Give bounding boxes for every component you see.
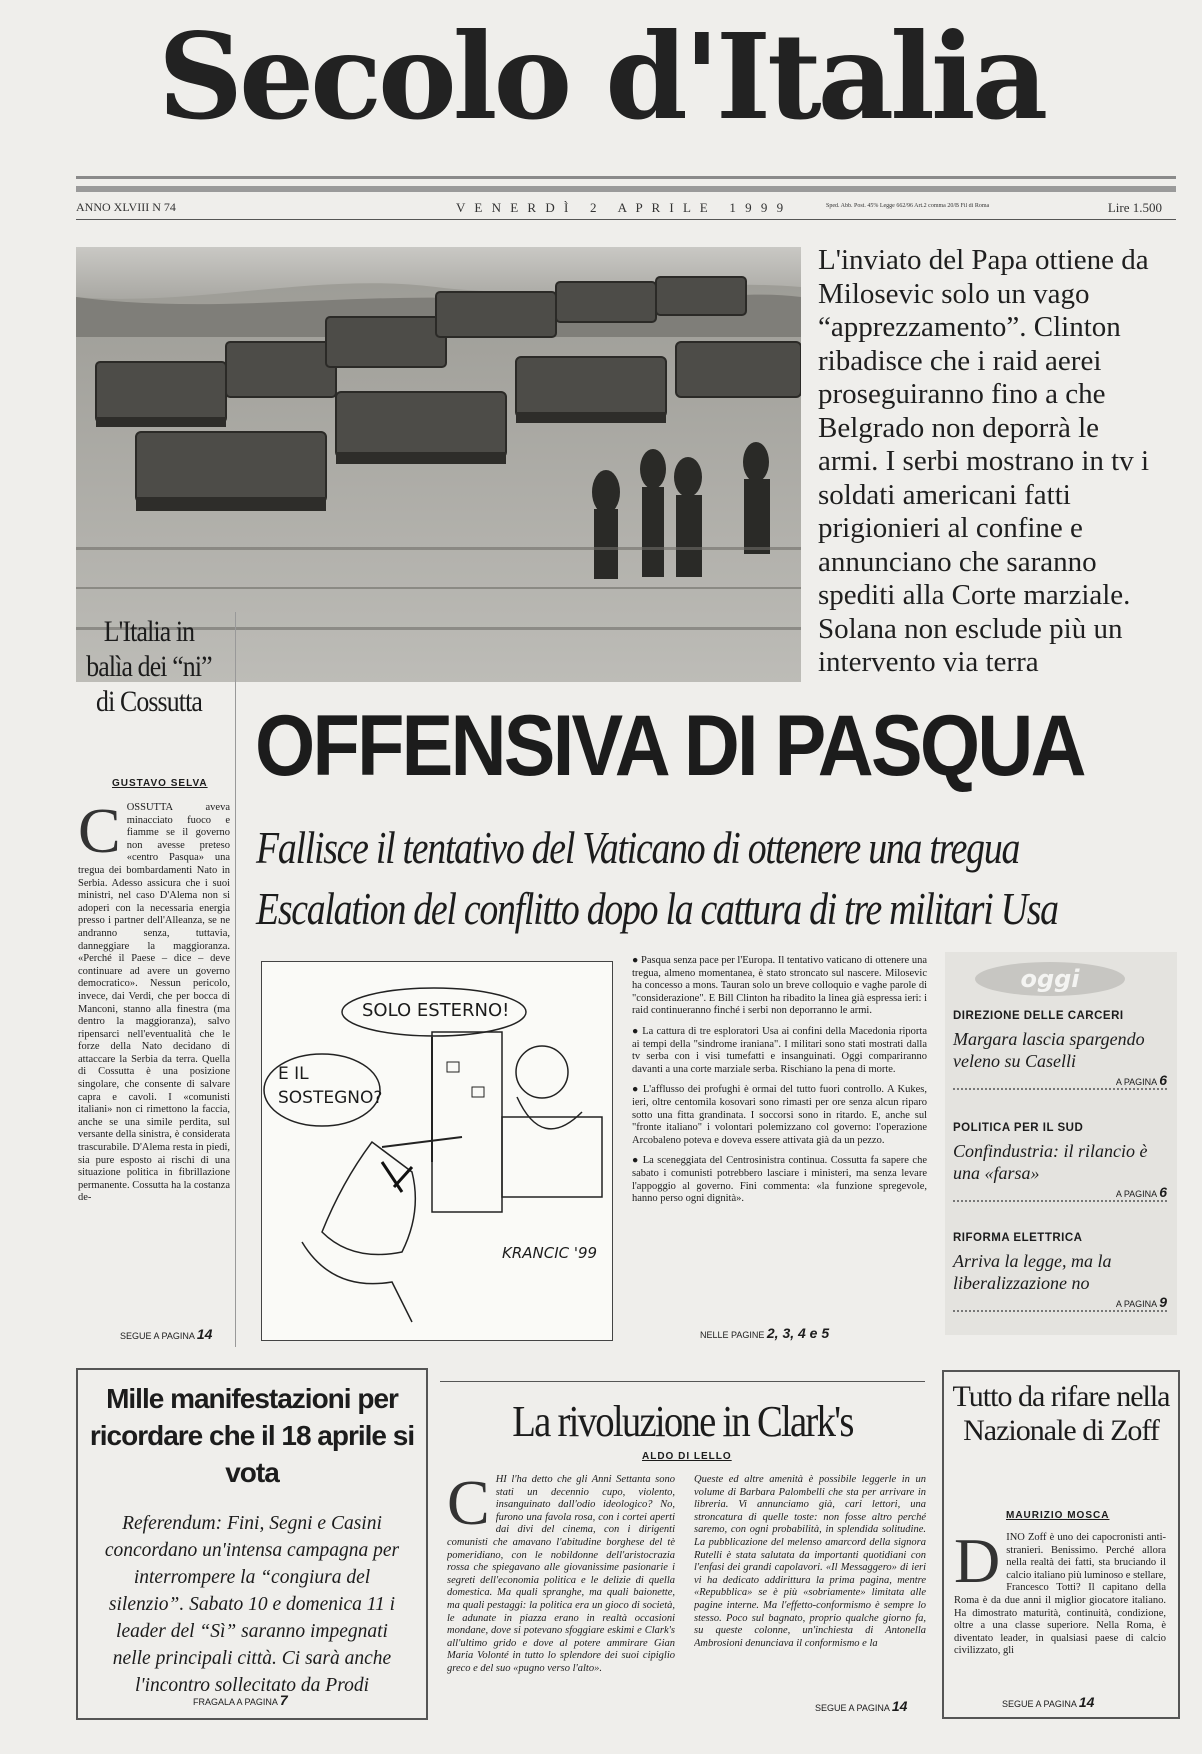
clarks-col1: C HI l'ha detto che gli Anni Settanta sono stati un decennio cupo, violento, insanguinato dall'odio ideologico? No, furono una favola rosa, con i cortei aperti dai divi del cinema, con i dirigenti comunisti che amavano l'abitudine borghese del tè pomeridiano, con le nobildonne dell'aristocrazia rossa che spiegavano alle giovanissime pasionarie i segreti dell'economia politica e le delizie di quella domestica. Ma quali spranghe, ma quali baionette, ma quali pestaggi: la politica era un gioco di società, le adunate in piazza erano in realtà occasioni mondane, dove si potevano sfoggiare eskimi e Clark's all'ultimo grido e dove al potere ammirare Gian Maria Volonté in tutto lo splendore dei suoi cipiglio greco e del suo «pugno verso l'alto». (447, 1474, 675, 1674)
referendum-body: Referendum: Fini, Segni e Casini concordano un'intensa campagna per interrompere la “congiura del silenzio”. Sabato 10 e domenica 11 i leader del “Sì” saranno impegnati nelle principali città. Ci sarà anche l'incontro sollecitato da Prodi (104, 1513, 400, 1696)
editorial-text: OSSUTTA aveva minacciato fuoco e fiamme se il governo non avesse preteso «centro Pasqua» una tregua dei bombardamenti Nato in Serbia. Adesso assicura che i suoi ministri, nel caso D'Alema non si adoperi con la necessaria energia presso i partner dell'Alleanza, se ne andranno senza, tuttavia, danneggiare la maggioranza. «Perché il Paese – dice – deve continuare ad avere un governo democratico». Nessun pericolo, invece, dai Verdi, che per bocca di Manconi, stanno alla finestra (ma dentro la maggioranza), salvo ripensarci nell'eventualità che le forze della Nato decidano di attaccare la Serbia da terra. Quella di Cossutta è una posizione singolare, che consente di salvare capra e cavoli. I «comunisti italiani» non ci rimettono la faccia, anche se una simile perdita, sul versante della sinistra, è considerata trascurabile. D'Alema resta in piedi, sia pure esposto ai rischi di una situazione politica in fibrillazione permanente. Cossutta ha la costanza de- (78, 802, 230, 1204)
zoff-byline: MAURIZIO MOSCA (1006, 1510, 1110, 1521)
cartoon-bubble-2b: SOSTEGNO? (278, 1088, 383, 1108)
masthead-rule-mid (76, 186, 1176, 192)
main-headline: OFFENSIVA DI PASQUA (255, 698, 1084, 794)
deck-line-2: Escalation del conflitto dopo la cattura di tre militari Usa (256, 884, 1058, 934)
editorial-drop-cap: C (78, 802, 121, 866)
cartoon-bubble-2a: E IL (278, 1064, 309, 1084)
oggi-item: DIREZIONE DELLE CARCERI Margara lascia spargendo veleno su Caselli A PAGINA 6 (953, 1010, 1167, 1088)
bullet-item: ● L'afflusso dei profughi è ormai del tutto fuori controllo. A Kukes, ieri, oltre centomila kosovari sono rimasti per ore senza alcun riparo sotto una fitta grandinata. I soccorsi sono in ritardo. E, anche sul "fronte italiano" i volontari polemizzano col governo: l'operazione Arcobaleno poteva e doveva essere attivata già da un pezzo. (632, 1084, 928, 1146)
editorial-continue: SEGUE A PAGINA 14 (120, 1326, 213, 1342)
clarks-col2: Queste ed altre amenità è possibile leggerle in un volume di Barbara Palombelli che sta per arrivare in libreria. Vi annunciamo già, cari lettori, una stroncatura di quelle toste: non fosse altro perché saremo, con ogni probabilità, in splendida solitudine. La pubblicazione del melenso amarcord della signora Rutelli è stata salutata da importanti quotidiani con l'enfasi dei grandi capolavori. «Il Messaggero» di ieri vi ha dedicato addirittura la prima pagina, mentre «Repubblica» se è più «sobriamente» limitata alle pagine interne. Ma l'effetto-conformismo è sempre lo stesso. Poco sul bagnato, proprio qualche giorno fa, su queste colonne, un'inchiesta di Antonella Ambrosioni denunciava il conformismo e la (694, 1474, 926, 1649)
zoff-drop-cap: D (954, 1532, 1001, 1596)
cartoon-signature: KRANCIC '99 (502, 1244, 598, 1262)
clarks-continue: SEGUE A PAGINA 14 (815, 1698, 908, 1714)
bullet-item: ● La cattura di tre esploratori Usa ai confini della Macedonia riporta ai tempi della "sindrome iraniana". I militari sono stati mostrati dalla tv serba con i visi tumefatti e insanguinati. Oggi compariranno davanti a una corte marziale serba. Rischiano la pena di morte. (632, 1025, 927, 1075)
zoff-box (942, 1370, 1180, 1719)
oggi-item: RIFORMA ELETTRICA Arriva la legge, ma la liberalizzazione no A PAGINA 9 (953, 1232, 1167, 1310)
referendum-box (76, 1368, 428, 1720)
editorial-body (78, 802, 230, 1312)
zoff-body: D INO Zoff è uno dei capocronisti anti-stranieri. Benissimo. Perché allora nella realtà dei fatti, sta bruciando il calcio italiano più luminoso e stellare, Francesco Totti? Il capitano della Roma è da due anni il miglior giocatore italiano. Ha dimostrato maturità, continuità, condizione, oltre a una classe superiore. Nella Roma, è diventato leader, in qualsiasi paese di calcio civilizzato, gli (954, 1532, 1166, 1657)
clarks-drop-cap: C (447, 1474, 490, 1538)
news-bullets (632, 955, 927, 1214)
referendum-continue: FRAGALA A PAGINA 7 (193, 1692, 288, 1708)
bullets-pages: NELLE PAGINE 2, 3, 4 e 5 (700, 1325, 830, 1341)
deck-line-1: Fallisce il tentativo del Vaticano di ottenere una tregua (256, 823, 1020, 873)
clarks-byline: ALDO DI LELLO (642, 1451, 732, 1462)
masthead-rule-top (76, 176, 1176, 179)
postal-note: Sped. Abb. Post. 45% Legge 662/96 Art.2 comma 20/B Fil di Roma (826, 203, 990, 209)
masthead: Secolo d'Italia (157, 7, 1045, 146)
bullet-item: ● La sceneggiata del Centrosinistra continua. Cossutta fa sapere che sabato i comunisti potrebbero lasciare i ministeri, ma senza levare l'appoggio al governo. Fini commenta: «la funzione spregevole, hanno perso ogni dignità». (632, 1155, 927, 1205)
cartoon (261, 961, 613, 1341)
price: Lire 1.500 (1107, 200, 1162, 215)
issue-date: V E N E R D Ì 2 A P R I L E 1 9 9 9 (456, 200, 787, 215)
dateline-rule (76, 219, 1176, 220)
oggi-box (945, 952, 1177, 1335)
dateline (76, 196, 1176, 218)
lede-text: L'inviato del Papa ottiene da Milosevic solo un vago “apprezzamento”. Clinton ribadisce che i raid aerei proseguiranno fino a che Belgrado non deporrà le armi. I serbi mostrano in tv i soldati americani fatti prigionieri al confine e annunciano che saranno spediti alla Corte marziale. Solana non esclude più un intervento via terra (818, 244, 1150, 678)
zoff-title: Tutto da rifare nella Nazionale di Zoff (952, 1380, 1170, 1447)
editorial-title: L'Italia in balìa dei “ni” di Cossutta (86, 615, 212, 718)
oggi-item: POLITICA PER IL SUD Confindustria: il rilancio è una «farsa» A PAGINA 6 (953, 1122, 1167, 1200)
bullet-item: ● Pasqua senza pace per l'Europa. Il tentativo vaticano di ottenere una tregua, almeno momentanea, è stato stroncato sul nascere. Milosevic ha concesso a mons. Tauran solo un breve colloquio e vaghe parole di "considerazione". E Bill Clinton ha ribadito la linea già espressa ieri: i raid continueranno finché i serbi non deporranno le armi. (632, 955, 927, 1017)
editorial-column (70, 612, 236, 1347)
bottom-section-rule (440, 1381, 925, 1382)
editorial-byline: GUSTAVO SELVA (112, 778, 208, 789)
oggi-logo: oggi (975, 962, 1125, 996)
issue-number: ANNO XLVIII N 74 (76, 200, 176, 214)
cartoon-bubble-1: SOLO ESTERNO! (362, 1000, 510, 1021)
referendum-title: Mille manifestazioni per ricordare che il 18 aprile si vota (89, 1383, 415, 1488)
zoff-continue: SEGUE A PAGINA 14 (1002, 1694, 1095, 1710)
clarks-title: La rivoluzione in Clark's (512, 1397, 853, 1446)
